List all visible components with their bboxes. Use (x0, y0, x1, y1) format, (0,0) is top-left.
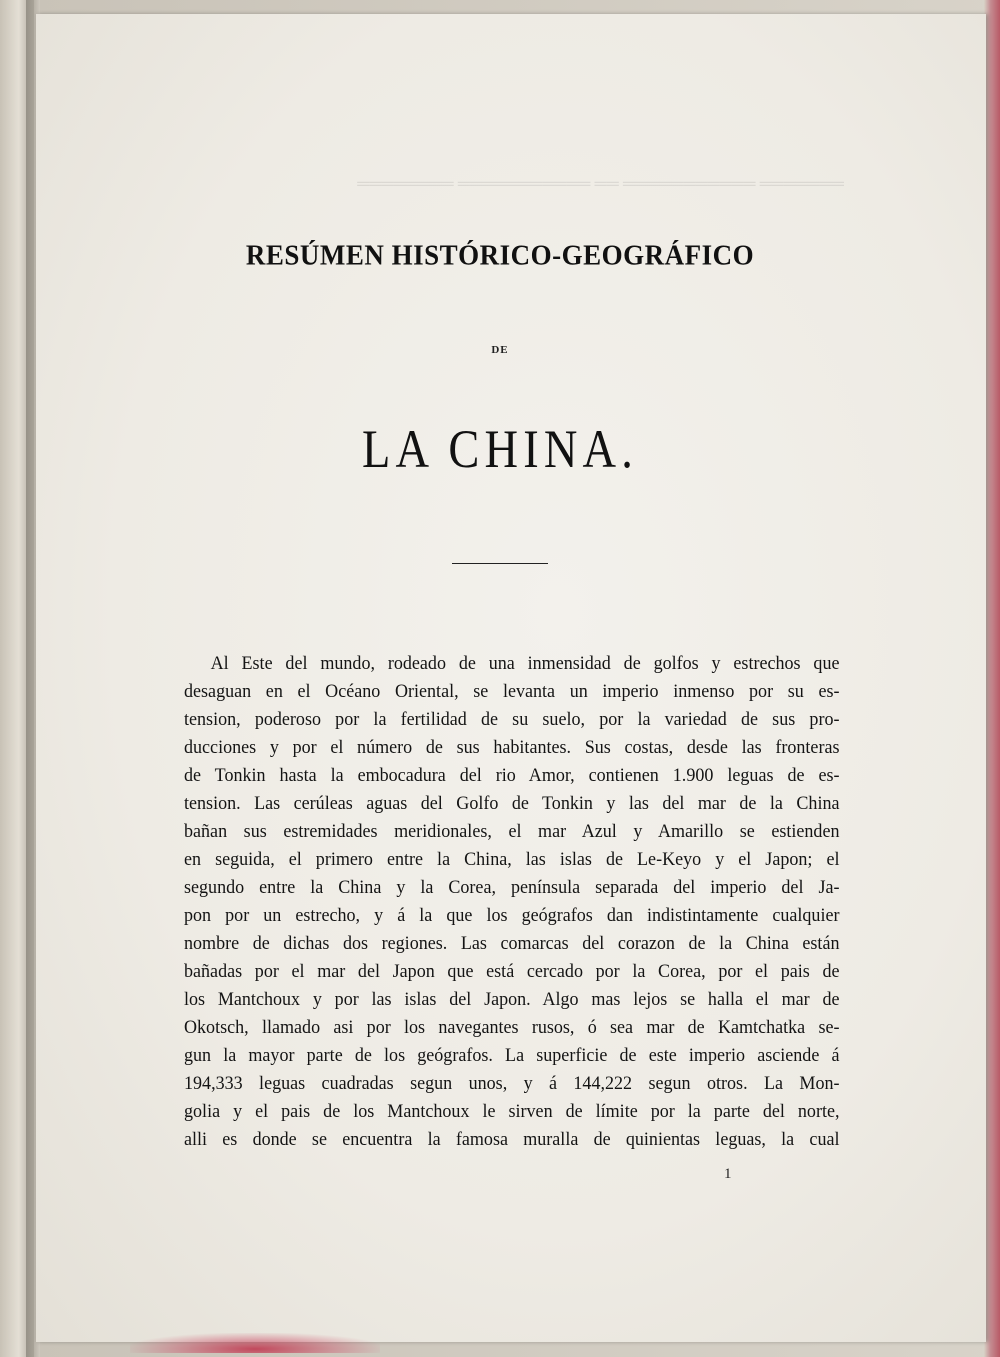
body-paragraph (184, 650, 840, 1154)
text-line: los Mantchoux y por las islas del Japon. Algo mas lejos se halla el mar de (184, 989, 840, 1010)
title-divider (452, 563, 548, 564)
text-line: pon por un estrecho, y á la que los geógrafos dan indistintamente cualquier (184, 905, 840, 926)
text-line: bañan sus estremidades meridionales, el mar Azul y Amarillo se estienden (184, 821, 840, 842)
text-line: tension, poderoso por la fertilidad de su suelo, por la variedad de sus pro- (184, 709, 840, 730)
page-title: RESÚMEN HISTÓRICO-GEOGRÁFICO (245, 239, 755, 271)
text-line: Okotsch, llamado asi por los navegantes rusos, ó sea mar de Kamtchatka se- (184, 1017, 840, 1038)
text-line: golia y el pais de los Mantchoux le sirven de límite por la parte del norte, (184, 1101, 840, 1122)
show-through-text: ═══════ ═══════════ ══ ═══════════ ════════ (357, 174, 844, 193)
text-line: tension. Las cerúleas aguas del Golfo de Tonkin y las del mar de la China (184, 793, 840, 814)
text-line: alli es donde se encuentra la famosa muralla de quinientas leguas, la cual (184, 1129, 840, 1150)
page-number: 1 (724, 1166, 732, 1182)
text-line: nombre de dichas dos regiones. Las comarcas del corazon de la China están (184, 933, 840, 954)
text-line: de Tonkin hasta la embocadura del rio Amor, contienen 1.900 leguas de es- (184, 765, 840, 786)
text-line: segundo entre la China y la Corea, península separada del imperio del Ja- (184, 877, 840, 898)
text-line: Al Este del mundo, rodeado de una inmensidad de golfos y estrechos que (210, 653, 840, 674)
red-stain (130, 1333, 380, 1353)
text-line: ducciones y por el número de sus habitantes. Sus costas, desde las fronteras (184, 737, 840, 758)
text-line: gun la mayor parte de los geógrafos. La superficie de este imperio asciende á (184, 1045, 840, 1066)
text-line: desaguan en el Océano Oriental, se levanta un imperio inmenso por su es- (184, 681, 840, 702)
page-subtitle: LA CHINA. (361, 419, 639, 479)
text-line: 194,333 leguas cuadradas segun unos, y á 144,222 segun otros. La Mon- (184, 1073, 840, 1094)
title-connector: DE (491, 344, 509, 356)
text-line: en seguida, el primero entre la China, las islas de Le-Keyo y el Japon; el (184, 849, 840, 870)
red-page-edges (984, 0, 1000, 1357)
text-line: bañadas por el mar del Japon que está cercado por la Corea, por el pais de (184, 961, 840, 982)
